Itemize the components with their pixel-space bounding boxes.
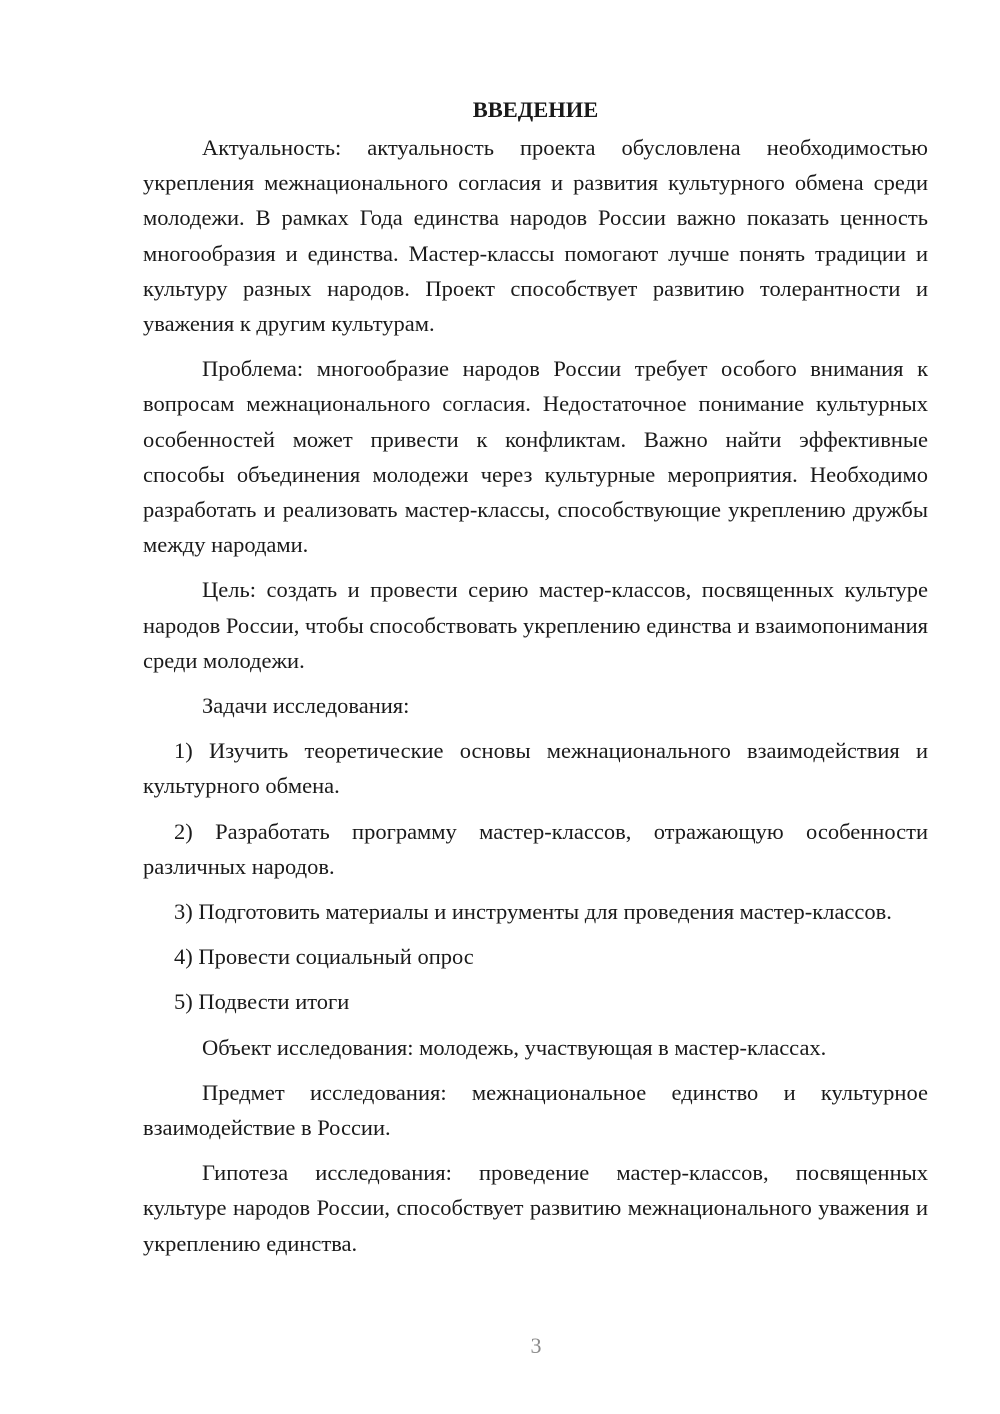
task-item-5: 5) Подвести итоги [174, 989, 350, 1015]
tasks-intro: Задачи исследования: [202, 693, 410, 719]
task-item-1: 1) Изучить теоретические основы межнационального взаимодействия и культурного обмена. [143, 738, 928, 799]
goal-paragraph: Цель: создать и провести серию мастер-классов, посвященных культуре народов России, чтобы способствовать укреплению единства и взаимопонимания среди молодежи. [143, 577, 928, 673]
hypothesis-paragraph: Гипотеза исследования: проведение мастер-классов, посвященных культуре народов России, способствует развитию межнационального уважения и укреплению единства. [143, 1160, 928, 1256]
page-number: 3 [530, 1333, 542, 1358]
section-heading: ВВЕДЕНИЕ [472, 97, 599, 122]
subject-paragraph: Предмет исследования: межнациональное единство и культурное взаимодействие в России. [143, 1079, 928, 1141]
problem-paragraph: Проблема: многообразие народов России требует особого внимания к вопросам межнационального согласия. Недостаточное понимание культурных особенностей может привести к конфликтам. Важно найти эффективные способы объединения молодежи через культурные мероприятия. Необходимо разработать и реализовать мастер-классы, способствующие укреплению дружбы между народами. [143, 356, 928, 558]
document-page [143, 92, 928, 1271]
relevance-paragraph: Актуальность: актуальность проекта обусловлена необходимостью укрепления межнационального согласия и развития культурного обмена среди молодежи. В рамках Года единства народов России важно показать ценность многообразия и единства. Мастер-классы помогают лучше понять традиции и культуру разных народов. Проект способствует развитию толерантности и уважения к другим культурам. [143, 135, 928, 337]
task-item-3: 3) Подготовить материалы и инструменты для проведения мастер-классов. [174, 899, 892, 925]
task-item-4: 4) Провести социальный опрос [174, 944, 474, 970]
object-paragraph: Объект исследования: молодежь, участвующая в мастер-классах. [202, 1034, 827, 1060]
task-item-2: 2) Разработать программу мастер-классов, отражающую особенности различных народов. [143, 818, 928, 879]
